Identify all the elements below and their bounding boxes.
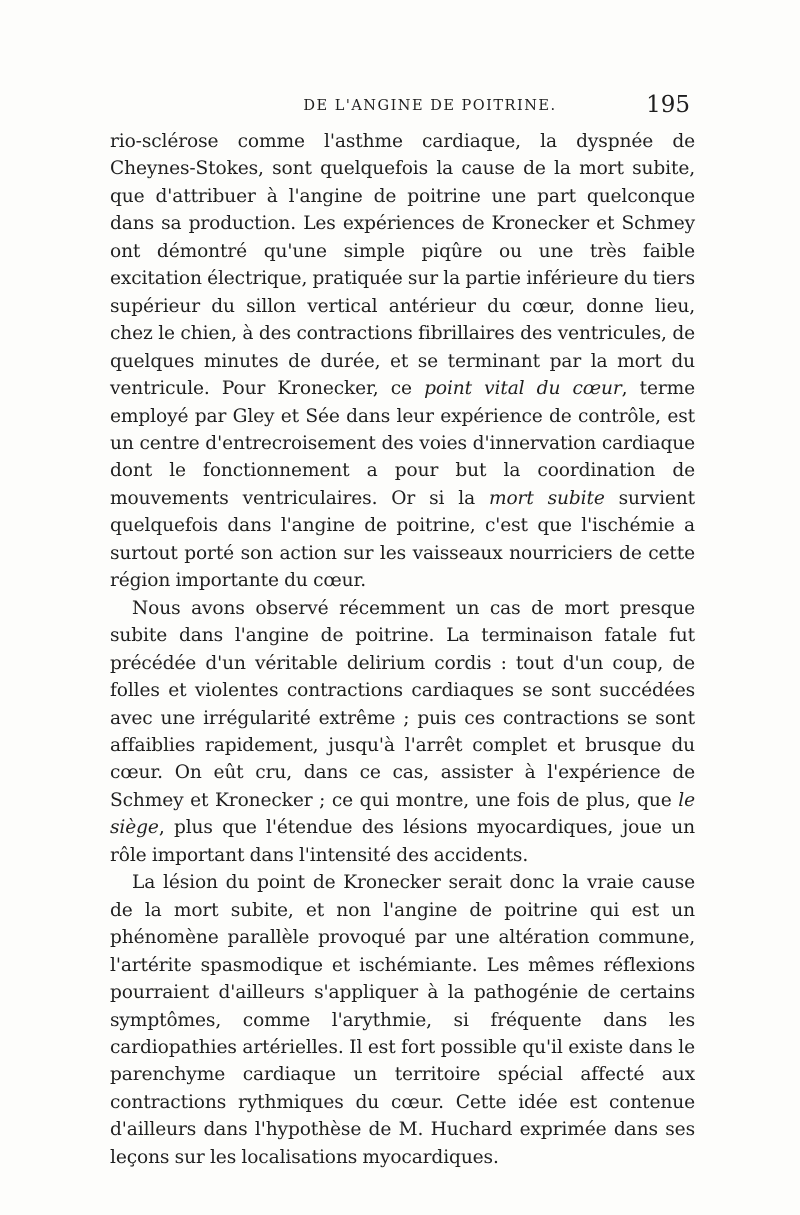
paragraph-1-text-b: , terme employé par Gley et Sée dans leur expérience de contrôle, est un centre d'entrecroisement des voies d'innervation cardiaque dont le fonctionnement a pour but la coordination de mouvements ventriculaires. Or si la (110, 378, 696, 509)
page-header (110, 92, 690, 122)
paragraph-1-italic-b: mort subite (488, 487, 605, 509)
paragraph-1-italic-a: point vital du cœur (424, 378, 622, 400)
page-number: 195 (646, 92, 690, 118)
body-text (110, 128, 695, 1171)
paragraph-3-text: La lésion du point de Kronecker serait donc la vraie cause de la mort subite, et non l'angine de poitrine qui est un phénomène parallèle provoqué par une altération commune, l'artérite spasmodique et ischémiante. Les mêmes réflexions pourraient d'ailleurs s'appliquer à la pathogénie de certains symptômes, comme l'arythmie, si fréquente dans les cardiopathies artérielles. Il est fort possible qu'il existe dans le parenchyme cardiaque un territoire spécial affecté aux contractions rythmiques du cœur. Cette idée est contenue d'ailleurs dans l'hypothèse de M. Huchard exprimée dans ses leçons sur les localisations myocardiques. (110, 872, 695, 1168)
running-title: DE L'ANGINE DE POITRINE. (303, 98, 557, 114)
paragraph-2-text-a: Nous avons observé récemment un cas de mort presque subite dans l'angine de poitrine. La terminaison fatale fut précédée d'un véritable delirium cordis : tout d'un coup, de folles et violentes contractions cardiaques se sont succédées avec une irrégularité extrême ; puis ces contractions se sont affaiblies rapidement, jusqu'à l'arrêt complet et brusque du cœur. On eût cru, dans ce cas, assister à l'expérience de Schmey et Kronecker ; ce qui montre, une fois de plus, que (110, 597, 695, 811)
paragraph-1 (110, 128, 695, 595)
paragraph-1-text-a: rio-sclérose comme l'asthme cardiaque, la dyspnée de Cheynes-Stokes, sont quelquefois la cause de la mort subite, que d'attribuer à l'angine de poitrine une part quelconque dans sa production. Les expériences de Kronecker et Schmey ont démontré qu'une simple piqûre ou une très faible excitation électrique, pratiquée sur la partie inférieure du tiers supérieur du sillon vertical antérieur du cœur, donne lieu, chez le chien, à des contractions fibrillaires des ventricules, de quelques minutes de durée, et se terminant par la mort du ventricule. Pour Kronecker, ce (110, 131, 695, 400)
paragraph-2 (110, 595, 695, 870)
paragraph-3 (110, 869, 695, 1171)
paragraph-2-text-b: , plus que l'étendue des lésions myocardiques, joue un rôle important dans l'intensité des accidents. (110, 817, 695, 866)
paragraph-1-text-c: survient quelquefois dans l'angine de poitrine, c'est que l'ischémie a surtout porté son action sur les vaisseaux nourriciers de cette région importante du cœur. (110, 487, 695, 592)
paragraph-2-italic-a: le siège (110, 789, 695, 839)
